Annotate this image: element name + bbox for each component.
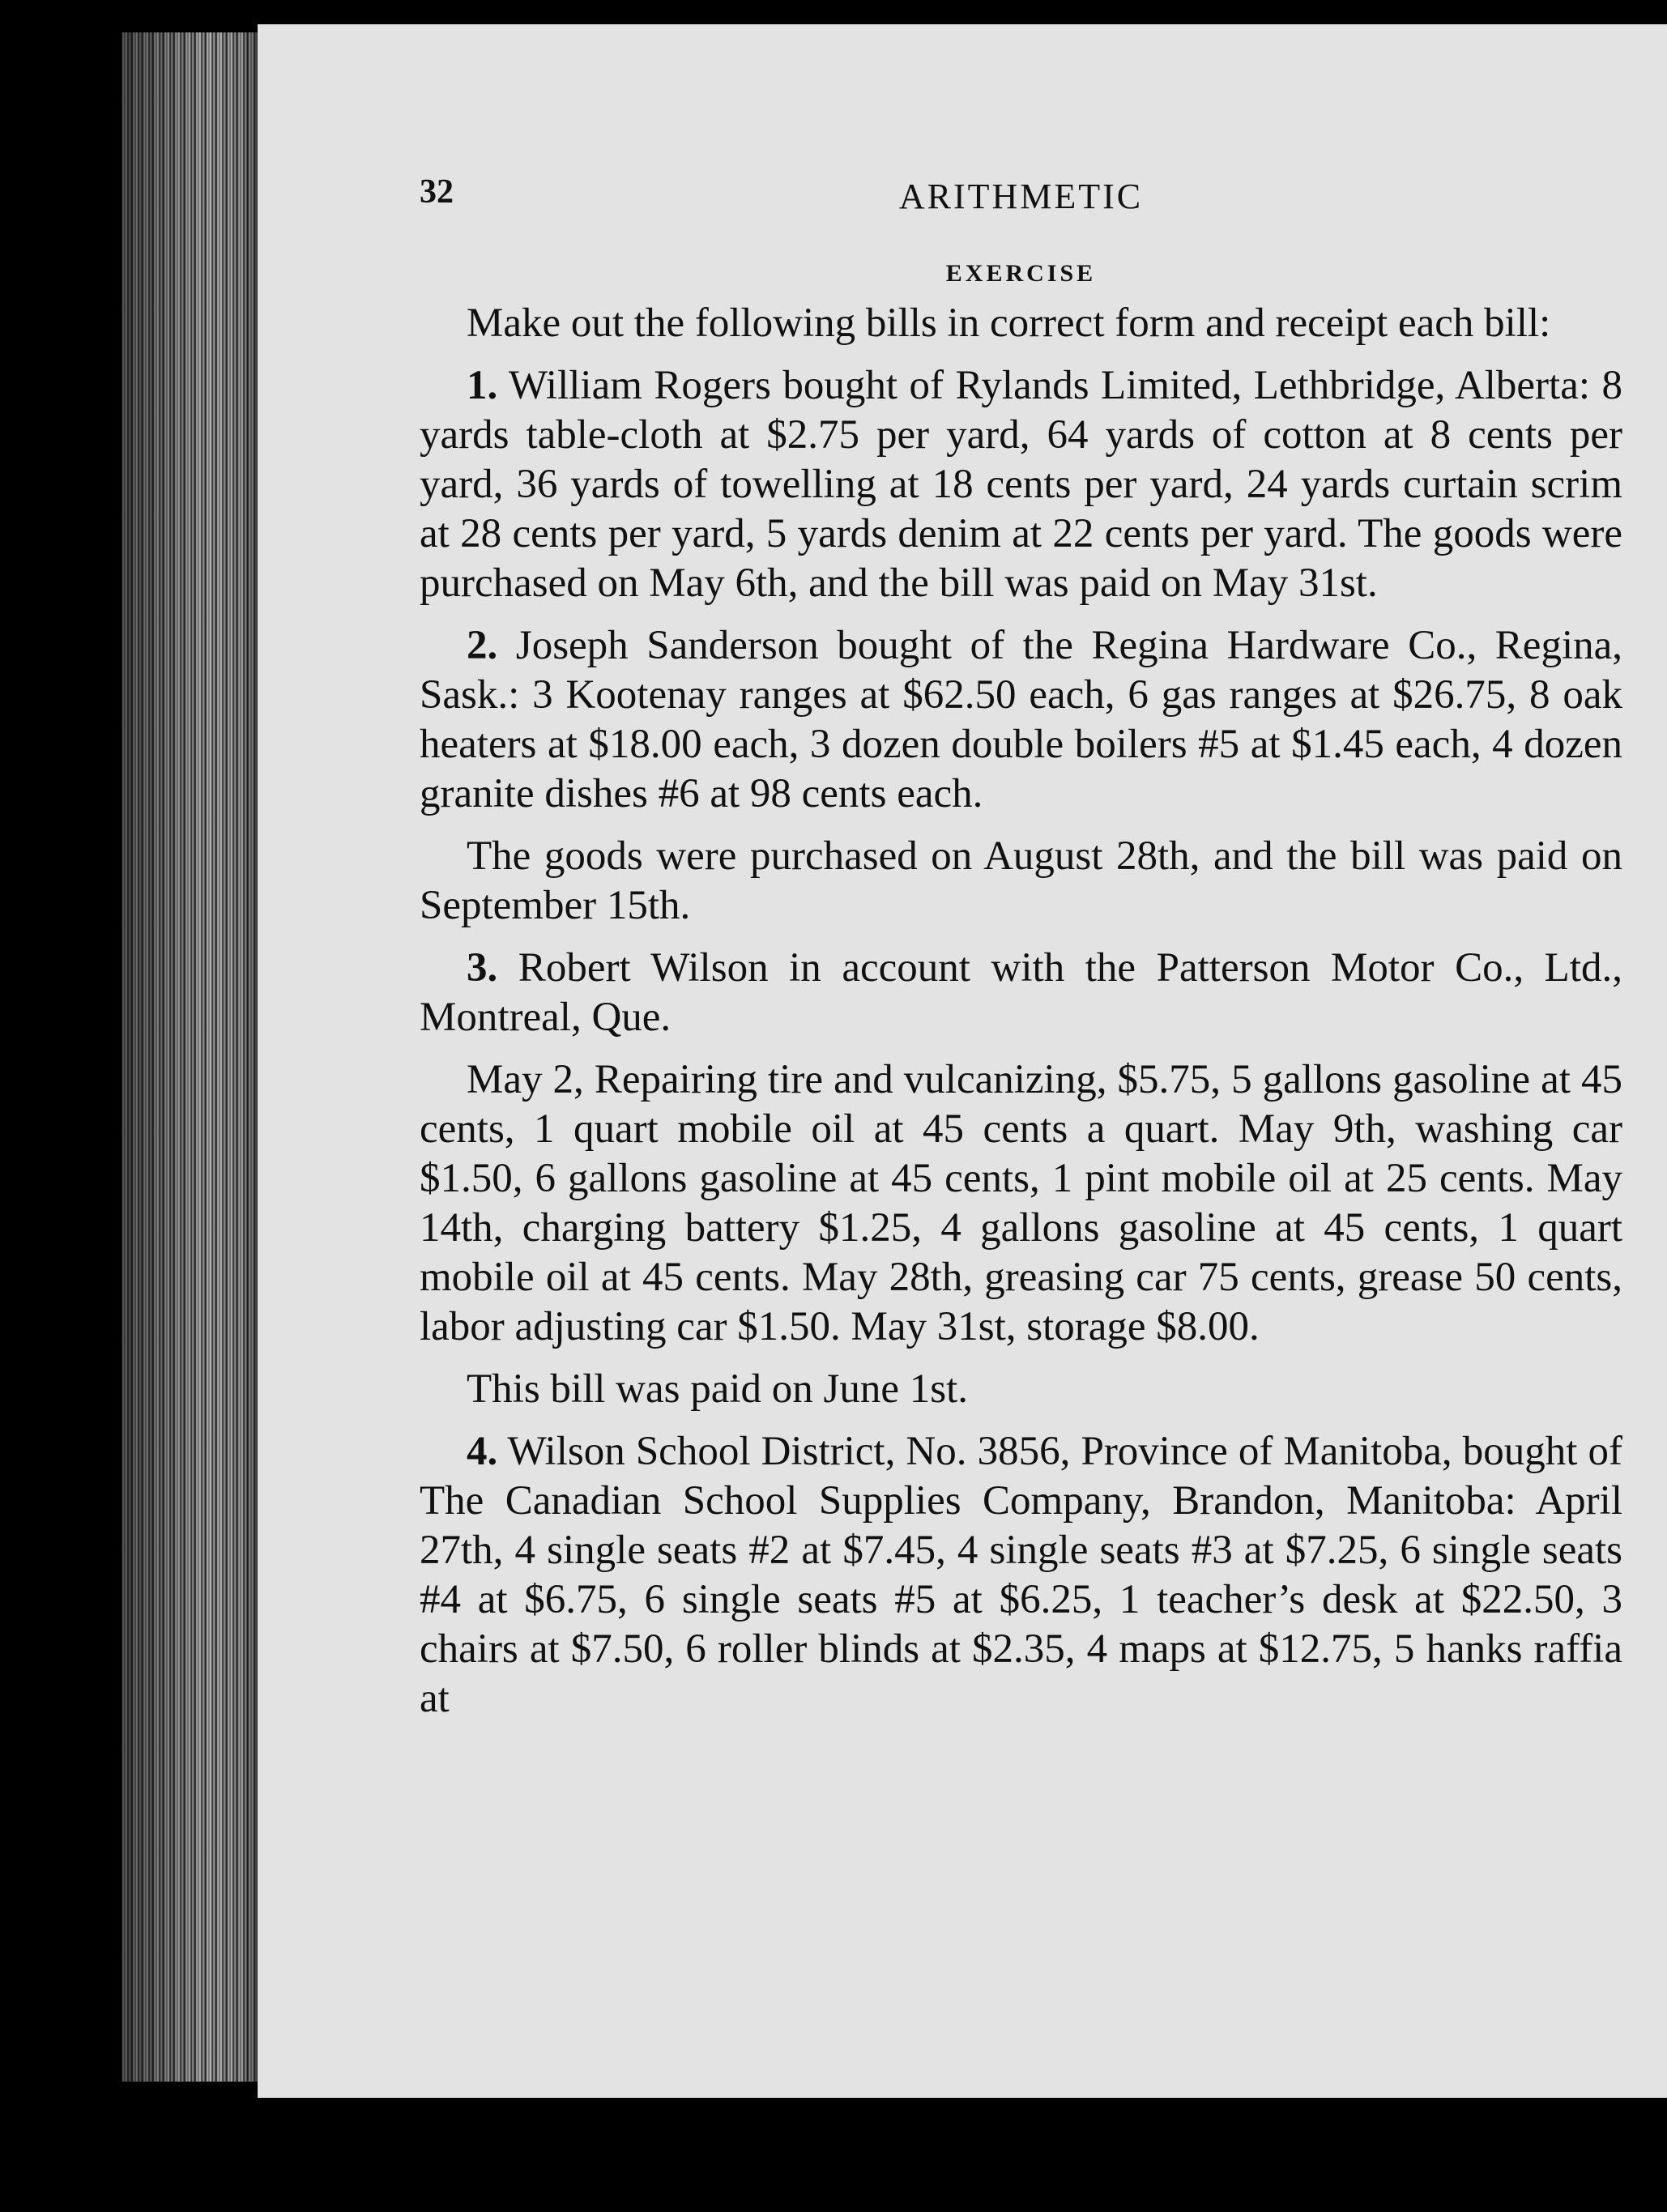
exercise-item-2-continuation: The goods were purchased on August 28th, and the bill was paid on September 15th. (420, 833, 1622, 928)
running-head: ARITHMETIC (898, 177, 1144, 216)
exercise-item-1 (420, 361, 1622, 608)
exercise-item-2 (420, 621, 1622, 819)
exercise-item-3 (420, 944, 1622, 1042)
page-number: 32 (420, 173, 454, 211)
item-text: Wilson School District, No. 3856, Province of Manitoba, bought of The Canadian School Supplies Company, Brandon, Manitoba: April 27th, 4 single seats #2 at $7.45, 4 single seats #3 at $7.25, 6 single seats #4 at $6.75, 6 single seats #5 at $6.25, 1 teacher’s desk at $22.50, 3 chairs at $7.50, 6 roller blinds at $2.35, 4 maps at $12.75, 5 hanks raffia at (420, 1429, 1622, 1721)
book-page (258, 24, 1667, 2098)
item-number: 4. (467, 1429, 498, 1474)
item-number: 2. (467, 623, 498, 668)
page-header (420, 158, 1622, 231)
exercise-item-3-continuation-2: This bill was paid on June 1st. (467, 1366, 969, 1412)
item-text: William Rogers bought of Rylands Limited, Lethbridge, Alberta: 8 yards table-cloth at $2.75 per yard, 64 yards of cotton at 8 cents per yard, 36 yards of towelling at 18 cents per yard, 24 yards curtain scrim at 28 cents per yard, 5 yards denim at 22 cents per yard. The goods were purchased on May 6th, and the bill was paid on May 31st. (420, 363, 1622, 606)
book-edge-shadow (122, 32, 267, 2082)
exercise-item-3-continuation: May 2, Repairing tire and vulcanizing, $5.75, 5 gallons gasoline at 45 cents, 1 quart mobile oil at 45 cents a quart. May 9th, washing car $1.50, 6 gallons gasoline at 45 cents, 1 pint mobile oil at 25 cents. May 14th, charging battery $1.25, 4 gallons gasoline at 45 cents, 1 quart mobile oil at 45 cents. May 28th, greasing car 75 cents, grease 50 cents, labor adjusting car $1.50. May 31st, storage $8.00. (420, 1057, 1622, 1349)
item-number: 3. (467, 945, 498, 991)
item-number: 1. (467, 363, 498, 408)
item-text: Robert Wilson in account with the Patterson Motor Co., Ltd., Montreal, Que. (420, 945, 1622, 1040)
exercise-intro: Make out the following bills in correct form and receipt each bill: (467, 300, 1551, 346)
exercise-item-4 (420, 1427, 1622, 1724)
exercise-title: EXERCISE (945, 260, 1097, 287)
page-content (420, 158, 1622, 1737)
item-text: Joseph Sanderson bought of the Regina Hardware Co., Regina, Sask.: 3 Kootenay ranges at $62.50 each, 6 gas ranges at $26.75, 8 oak heaters at $18.00 each, 3 dozen double boilers #5 at $1.45 each, 4 dozen granite dishes #6 at 98 cents each. (420, 623, 1623, 816)
